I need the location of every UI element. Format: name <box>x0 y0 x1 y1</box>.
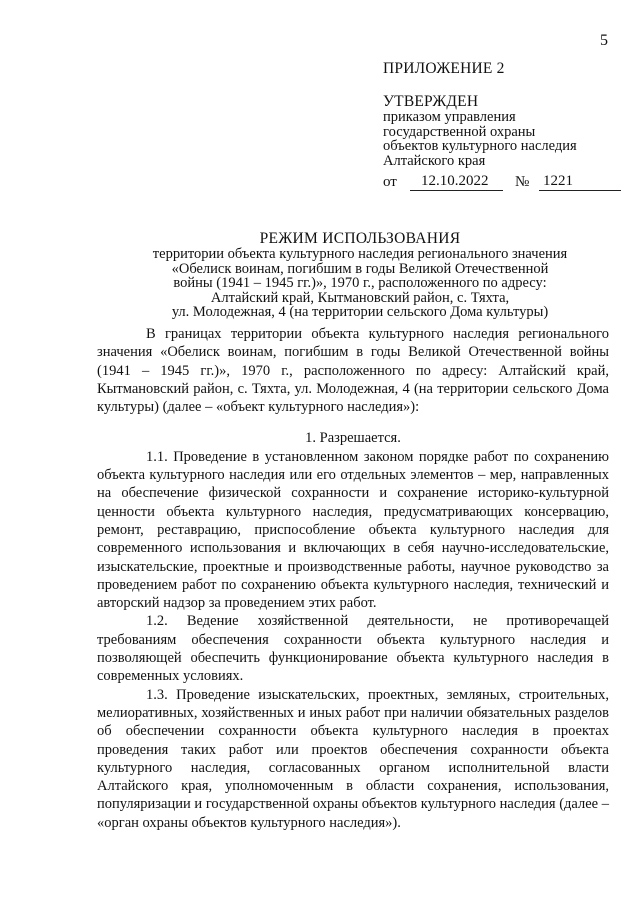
number-label: № <box>515 174 530 190</box>
regime-subtitle-line: Алтайский край, Кытмановский район, с. Тяхта, <box>210 289 510 306</box>
section-heading: 1. Разрешается. <box>305 430 401 447</box>
clause-paragraph: 1.2. Ведение хозяйственной деятельности, не противоречащей требованиям обеспечения сохранности объекта культурного наследия и позволяющей обеспечить функционирование объекта культурного наследия в современных условиях. <box>97 613 609 685</box>
document-body <box>97 325 609 832</box>
order-date-row <box>383 171 623 191</box>
order-line: государственной охраны <box>383 123 536 140</box>
regime-subtitle-line: ул. Молодежная, 4 (на территории сельского Дома культуры) <box>171 304 549 320</box>
clause-paragraph: 1.1. Проведение в установленном законом порядке работ по сохранению объекта культурного наследия или его отдельных элементов – мер, направленных на обеспечение физической сохранности и сохранение историко-культурной ценности объекта культурного наследия, предусматривающих консервацию, ремонт, реставрацию, приспособление объекта культурного наследия для современного использования и включающих в себя научно-исследовательские, изыскательские, проектные и производственные работы, научное руководство за проведением работ по сохранению объекта культурного наследия, технический и авторский надзор за проведением этих работ. <box>97 448 609 612</box>
intro-paragraph: В границах территории объекта культурного наследия регионального значения «Обелиск воинам, погибшим в годы Великой Отечественной войны (1941 – 1945 гг.)», 1970 г., расположенного по адресу: Алтайский край, Кытмановский район, с. Тяхта, ул. Молодежная, 4 (на территории сельского Дома культуры) (далее – «объект культурного наследия»): <box>97 326 609 416</box>
regime-title: РЕЖИМ ИСПОЛЬЗОВАНИЯ <box>259 230 461 247</box>
order-line: приказом управления <box>383 109 516 125</box>
regime-subtitle-line: территории объекта культурного наследия регионального значения <box>152 246 568 262</box>
date-prefix: от <box>383 174 397 190</box>
order-line: объектов культурного наследия <box>383 138 577 154</box>
order-number: 1221 <box>539 173 621 191</box>
approved-heading: УТВЕРЖДЕН <box>383 93 479 110</box>
regime-subtitle-line: «Обелиск воинам, погибшим в годы Великой Отечественной <box>171 260 549 277</box>
appendix-heading: ПРИЛОЖЕНИЕ 2 <box>383 60 505 77</box>
approval-block <box>383 60 623 191</box>
order-line: Алтайского края <box>383 152 486 169</box>
page-number: 5 <box>600 32 608 49</box>
regime-subtitle-line: войны (1941 – 1945 гг.)», 1970 г., расположенного по адресу: <box>173 275 547 291</box>
regime-heading-block <box>90 230 630 320</box>
clause-paragraph: 1.3. Проведение изыскательских, проектных, земляных, строительных, мелиоративных, хозяйственных и иных работ при наличии обязательных разделов об обеспечении сохранности объекта культурного наследия в проектах проведения таких работ или проектов обеспечения сохранности объекта культурного наследия, согласованных органом исполнительной власти Алтайского края, уполномоченным в области сохранения, использования, популяризации и государственной охраны объектов культурного наследия (далее – «орган охраны объектов культурного наследия»). <box>97 686 609 831</box>
order-date: 12.10.2022 <box>410 173 503 191</box>
